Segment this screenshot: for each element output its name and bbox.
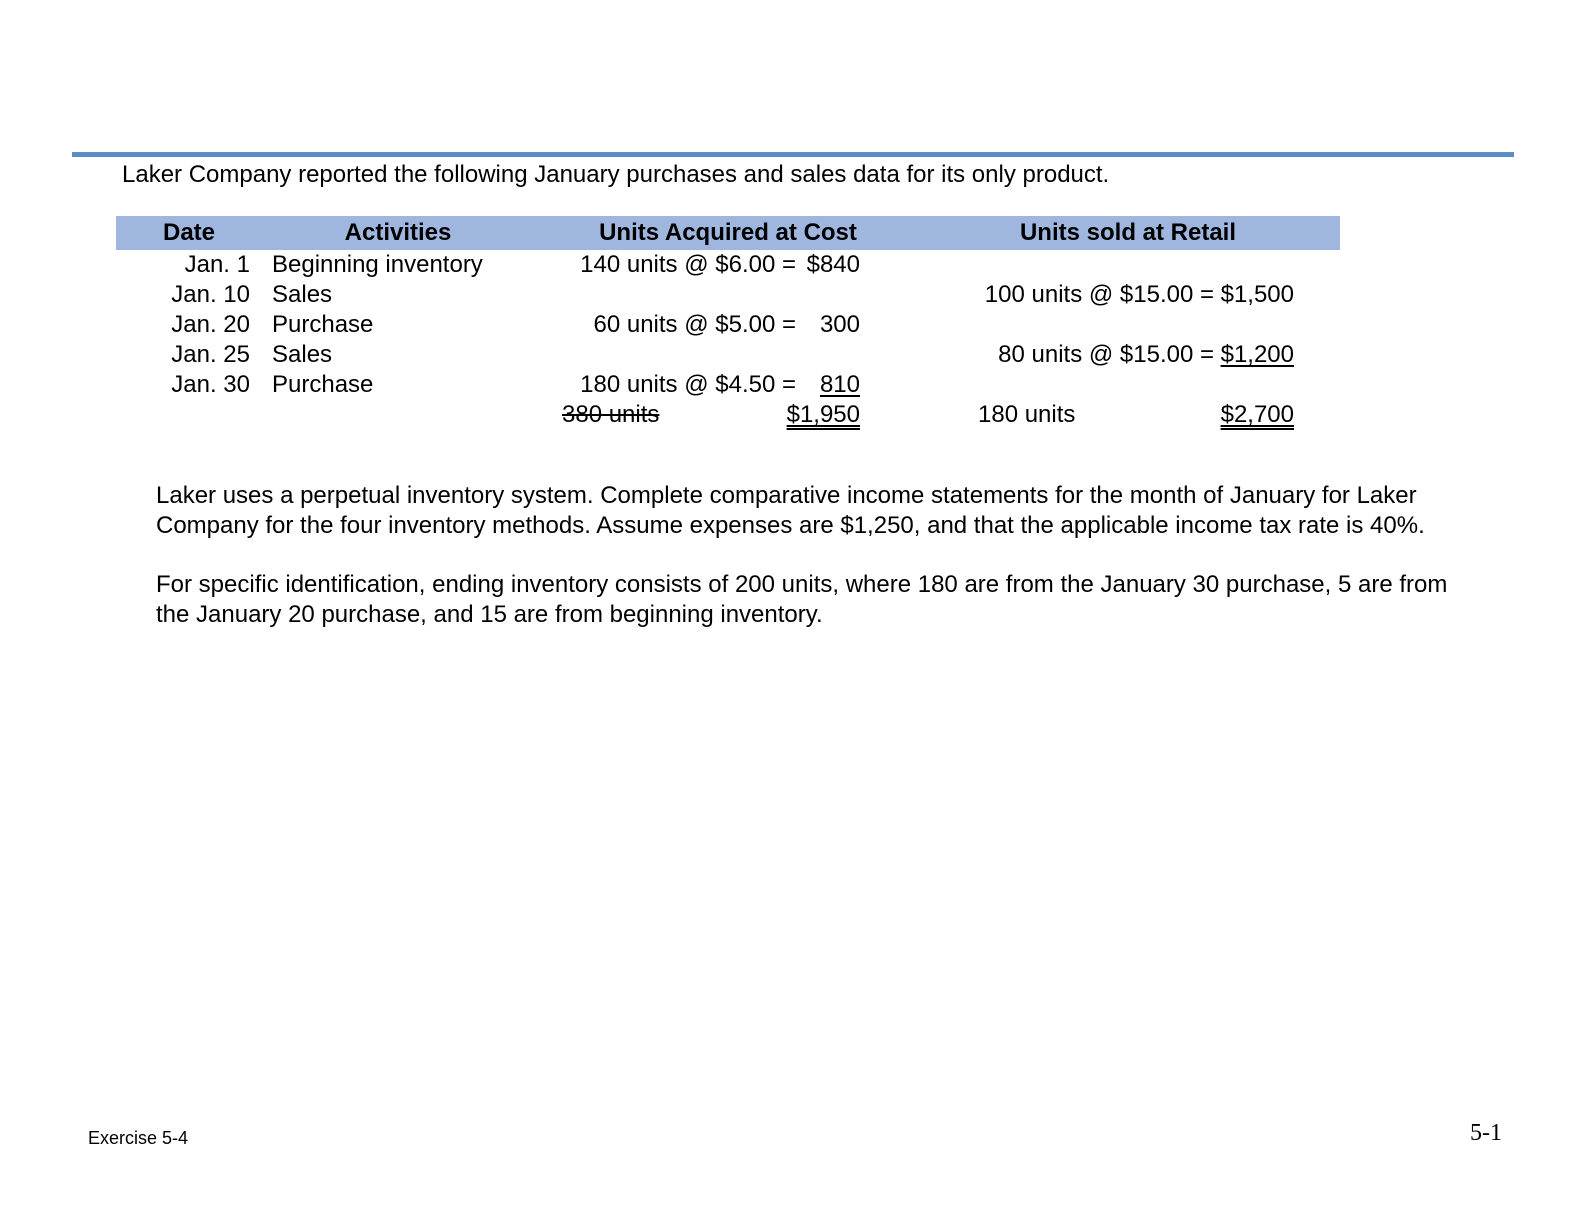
header-units-sold: Units sold at Retail xyxy=(1019,219,1237,246)
row3-acquired-desc: 60 units @ $5.00 = xyxy=(593,311,796,338)
row1-activity: Beginning inventory xyxy=(272,251,483,278)
instructions-paragraph: Laker uses a perpetual inventory system. Complete comparative income statements for the month of January for Laker Company for the four inventory methods. Assume expenses are $1,250, and that the applicable income tax rate is 40%. xyxy=(156,482,1425,539)
row2-activity: Sales xyxy=(272,281,333,308)
row4-date: Jan. 25 xyxy=(171,341,250,368)
header-units-acquired: Units Acquired at Cost xyxy=(599,219,857,246)
specific-identification-paragraph: For specific identification, ending inventory consists of 200 units, where 180 are from the January 30 purchase, 5 are from the January 20 purchase, and 15 are from beginning inventory. xyxy=(156,571,1448,628)
row5-acquired-desc: 180 units @ $4.50 = xyxy=(580,371,796,398)
total-sold-units: 180 units xyxy=(978,401,1076,428)
table-header xyxy=(116,216,1340,250)
row3-date: Jan. 20 xyxy=(171,311,250,338)
intro-text: Laker Company reported the following January purchases and sales data for its only product. xyxy=(122,161,1110,188)
row5-date: Jan. 30 xyxy=(171,371,250,398)
row2-date: Jan. 10 xyxy=(171,281,250,308)
header-activities: Activities xyxy=(344,219,452,246)
row2-sold-desc: 100 units @ $15.00 = xyxy=(984,281,1214,308)
row5-acquired-amount-text: 810 xyxy=(819,371,860,398)
total-acquired-amount xyxy=(760,400,860,430)
row1-acquired-desc: 140 units @ $6.00 = xyxy=(580,251,796,278)
row4-activity: Sales xyxy=(272,341,333,368)
total-sold-amount xyxy=(1190,400,1294,430)
total-acquired-units xyxy=(562,400,659,430)
exercise-label: Exercise 5-4 xyxy=(88,1128,189,1148)
row4-sold-amount-text: $1,200 xyxy=(1220,341,1294,368)
row5-acquired-amount xyxy=(790,370,860,400)
total-acquired-amount-text: $1,950 xyxy=(786,401,860,428)
row1-date: Jan. 1 xyxy=(184,251,250,278)
row3-activity: Purchase xyxy=(272,311,374,338)
row1-acquired-amount: $840 xyxy=(806,251,860,278)
total-sold-amount-text: $2,700 xyxy=(1220,401,1294,428)
row4-sold-amount xyxy=(1210,340,1294,370)
page-number: 5-1 xyxy=(1470,1120,1502,1146)
row5-activity: Purchase xyxy=(272,371,374,398)
total-acquired-units-text: 380 units xyxy=(562,401,660,428)
row3-acquired-amount: 300 xyxy=(819,311,860,338)
top-rule xyxy=(72,152,1514,157)
row2-sold-amount: $1,500 xyxy=(1220,281,1294,308)
row4-sold-desc: 80 units @ $15.00 = xyxy=(998,341,1214,368)
header-date: Date xyxy=(162,219,216,246)
